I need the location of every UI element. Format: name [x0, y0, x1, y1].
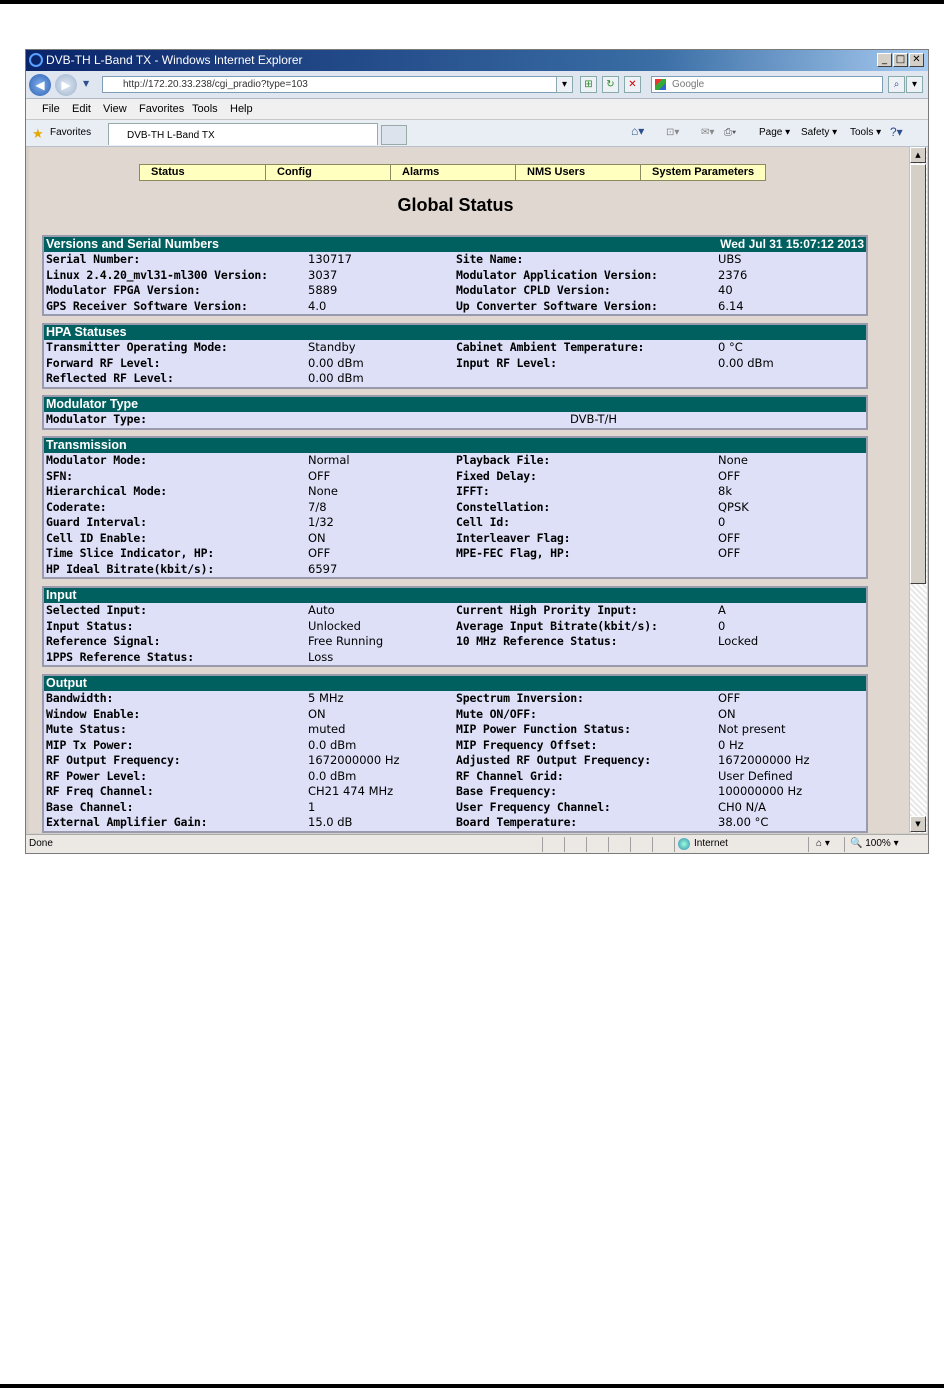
field-value: 0.00 dBm	[308, 355, 364, 370]
section-header	[44, 397, 866, 412]
field-value: 0.0 dBm	[308, 737, 357, 752]
url-dropdown-icon[interactable]: ▾	[556, 76, 573, 93]
table-row	[44, 484, 866, 500]
minimize-icon[interactable]: _	[877, 53, 892, 67]
nav-config[interactable]: Config	[265, 165, 390, 180]
field-value: 8k	[718, 484, 732, 498]
section-title: Modulator Type	[46, 397, 139, 411]
field-value: OFF	[718, 530, 741, 545]
field-label: Cabinet Ambient Temperature:	[456, 340, 645, 354]
field-label: Selected Input:	[46, 603, 147, 617]
field-value: OFF	[308, 546, 331, 560]
close-icon[interactable]: ✕	[909, 53, 924, 67]
field-value: Not present	[718, 722, 786, 736]
new-tab-button[interactable]	[381, 125, 407, 145]
status-divider	[630, 837, 631, 852]
section-title: Transmission	[46, 438, 127, 452]
field-value: UBS	[718, 252, 742, 266]
table-row	[44, 469, 866, 485]
field-label: Site Name:	[456, 252, 524, 266]
tools-menu[interactable]: Tools ▾	[850, 127, 882, 138]
search-placeholder: Google	[672, 79, 705, 90]
section-title: HPA Statuses	[46, 325, 127, 339]
field-label: MIP Tx Power:	[46, 737, 134, 752]
nav-nms-users[interactable]: NMS Users	[515, 165, 640, 180]
field-label: Board Temperature:	[456, 815, 578, 829]
field-value: CH21 474 MHz	[308, 784, 394, 798]
top-nav	[139, 164, 766, 181]
section-versions	[42, 235, 868, 316]
field-value: OFF	[718, 691, 741, 705]
window-title: DVB-TH L-Band TX - Windows Internet Explorer	[46, 53, 303, 67]
field-value: 1672000000 Hz	[308, 753, 400, 767]
field-label: Base Frequency:	[456, 784, 557, 798]
table-row	[44, 800, 866, 816]
status-timestamp: Wed Jul 31 15:07:12 2013	[720, 237, 864, 251]
table-row	[44, 371, 866, 387]
table-row	[44, 515, 866, 531]
history-dropdown-icon[interactable]: ▼	[83, 79, 90, 88]
field-value: None	[308, 484, 339, 498]
feeds-icon[interactable]: ⊡▾	[666, 127, 680, 138]
field-label: RF Output Frequency:	[46, 753, 181, 767]
table-row	[44, 283, 866, 299]
back-icon[interactable]: ◀	[29, 74, 51, 96]
field-label: External Amplifier Gain:	[46, 815, 208, 829]
field-value: Normal	[308, 453, 350, 467]
field-label: Cell Id:	[456, 515, 510, 529]
field-label: Modulator CPLD Version:	[456, 283, 611, 297]
field-label: Input RF Level:	[456, 355, 557, 370]
browser-window	[25, 49, 929, 854]
table-row	[44, 268, 866, 284]
field-value: A	[718, 603, 726, 617]
status-divider	[608, 837, 609, 852]
field-label: Modulator FPGA Version:	[46, 283, 201, 297]
section-hpa-statuses	[42, 323, 868, 389]
table-row	[44, 299, 866, 315]
field-value: 0	[718, 618, 726, 633]
field-value: ON	[308, 530, 326, 545]
field-label: Fixed Delay:	[456, 468, 537, 483]
field-value: 1672000000 Hz	[718, 753, 810, 767]
safety-menu[interactable]: Safety ▾	[801, 127, 838, 138]
section-output	[42, 674, 868, 833]
menu-help[interactable]: Help	[230, 103, 253, 115]
field-value: 5889	[308, 283, 338, 297]
field-value: CH0 N/A	[718, 799, 766, 814]
table-row	[44, 562, 866, 578]
field-label: RF Channel Grid:	[456, 768, 564, 783]
maximize-icon[interactable]: □	[893, 53, 908, 67]
internet-zone-icon	[678, 838, 690, 850]
section-header	[44, 237, 866, 252]
stop-icon[interactable]: ✕	[624, 76, 641, 93]
security-zone-label[interactable]: Internet	[694, 838, 728, 849]
table-row	[44, 340, 866, 356]
status-text: Done	[29, 838, 53, 849]
table-row	[44, 650, 866, 666]
menu-favorites[interactable]: Favorites	[139, 103, 185, 115]
field-label: Reflected RF Level:	[46, 371, 174, 385]
nav-system-parameters[interactable]: System Parameters	[640, 165, 765, 180]
field-label: Linux 2.4.20_mvl31-ml300 Version:	[46, 267, 268, 282]
help-icon[interactable]: ?▾	[890, 125, 903, 139]
table-row	[44, 412, 866, 428]
table-row	[44, 753, 866, 769]
section-input	[42, 586, 868, 667]
menu-view[interactable]: View	[103, 103, 127, 115]
field-value: 0.00 dBm	[308, 371, 364, 385]
title-bar	[26, 50, 928, 71]
table-row	[44, 738, 866, 754]
field-value: OFF	[718, 468, 741, 483]
field-label: Transmitter Operating Mode:	[46, 340, 228, 354]
field-value: 5 MHz	[308, 691, 344, 705]
table-row	[44, 356, 866, 372]
field-value: OFF	[718, 546, 741, 560]
field-value: 15.0 dB	[308, 815, 353, 829]
field-value: 1	[308, 799, 316, 814]
field-label: MPE-FEC Flag, HP:	[456, 546, 571, 560]
field-value: Free Running	[308, 634, 384, 648]
table-row	[44, 691, 866, 707]
field-label: Cell ID Enable:	[46, 530, 147, 545]
field-label: Mute ON/OFF:	[456, 706, 537, 721]
section-header	[44, 325, 866, 340]
field-value: OFF	[308, 468, 331, 483]
page-menu-label: Page	[759, 127, 783, 138]
field-label: Modulator Mode:	[46, 453, 147, 467]
status-divider	[674, 837, 675, 852]
field-label: 10 MHz Reference Status:	[456, 634, 618, 648]
field-label: GPS Receiver Software Version:	[46, 298, 248, 313]
section-title: Output	[46, 676, 87, 690]
section-transmission	[42, 436, 868, 579]
field-label: Forward RF Level:	[46, 355, 161, 370]
section-header	[44, 438, 866, 453]
field-value: ON	[308, 706, 326, 721]
field-label: SFN:	[46, 468, 73, 483]
field-label: Mute Status:	[46, 722, 127, 736]
field-value: 0 Hz	[718, 737, 744, 752]
status-bar	[26, 834, 928, 854]
compatibility-icon[interactable]: ⊞	[580, 76, 597, 93]
field-value: 0.00 dBm	[718, 355, 774, 370]
field-value: 6597	[308, 561, 338, 576]
field-label: 1PPS Reference Status:	[46, 649, 194, 664]
field-value: 100000000 Hz	[718, 784, 803, 798]
forward-icon[interactable]: ▶	[55, 74, 77, 96]
url-input[interactable]: http://172.20.33.238/cgi_pradio?type=103	[102, 76, 572, 93]
field-label: Constellation:	[456, 499, 551, 514]
status-divider	[844, 837, 845, 852]
field-label: Input Status:	[46, 618, 134, 633]
field-value: 130717	[308, 252, 352, 266]
tools-menu-label: Tools	[850, 127, 874, 138]
table-row	[44, 722, 866, 738]
section-title: Versions and Serial Numbers	[46, 237, 219, 251]
vertical-scrollbar[interactable]	[909, 147, 927, 833]
section-header	[44, 676, 866, 691]
field-label: Interleaver Flag:	[456, 530, 571, 545]
field-label: Window Enable:	[46, 706, 141, 721]
favorites-bar	[26, 120, 928, 147]
field-value: 0 °C	[718, 340, 743, 354]
status-divider	[808, 837, 809, 852]
field-label: Adjusted RF Output Frequency:	[456, 753, 651, 767]
section-header	[44, 588, 866, 603]
field-value: 38.00 °C	[718, 815, 769, 829]
page-menu[interactable]: Page ▾	[759, 127, 791, 138]
table-row	[44, 252, 866, 268]
field-value: 0	[718, 515, 726, 529]
field-label: Time Slice Indicator, HP:	[46, 546, 215, 560]
safety-menu-label: Safety	[801, 127, 830, 138]
nav-status[interactable]: Status	[151, 166, 185, 178]
table-row	[44, 619, 866, 635]
field-label: Average Input Bitrate(kbit/s):	[456, 618, 658, 633]
field-label: Modulator Type:	[46, 412, 147, 426]
favorites-button[interactable]: Favorites	[50, 127, 92, 138]
section-modulator-type	[42, 395, 868, 430]
favorites-star-icon[interactable]: ★	[32, 126, 44, 141]
field-label: MIP Frequency Offset:	[456, 737, 598, 752]
search-options-icon[interactable]: ▾	[906, 76, 923, 93]
table-row	[44, 603, 866, 619]
field-label: IFFT:	[456, 484, 490, 498]
field-label: Playback File:	[456, 453, 551, 467]
menu-bar	[26, 99, 928, 120]
field-value: Standby	[308, 340, 356, 354]
field-value: User Defined	[718, 768, 793, 783]
field-value: 40	[718, 283, 733, 297]
field-value: muted	[308, 722, 346, 736]
field-value: ON	[718, 706, 736, 721]
refresh-icon[interactable]: ↻	[602, 76, 619, 93]
field-label: RF Freq Channel:	[46, 784, 154, 798]
table-row	[44, 784, 866, 800]
field-value: QPSK	[718, 499, 749, 514]
field-value: DVB-T/H	[570, 412, 618, 426]
ie-logo-icon	[29, 53, 43, 67]
page-title: Global Status	[397, 195, 514, 215]
google-logo-icon	[655, 79, 666, 90]
zoom-control[interactable]: 🔍 100% ▾	[850, 838, 899, 849]
field-value: Unlocked	[308, 618, 361, 633]
field-value: 7/8	[308, 499, 327, 514]
field-value: 2376	[718, 267, 748, 282]
field-label: Hierarchical Mode:	[46, 484, 168, 498]
field-label: Up Converter Software Version:	[456, 298, 658, 313]
tab-current[interactable]: DVB-TH L-Band TX	[108, 123, 378, 145]
field-value: Locked	[718, 634, 759, 648]
scroll-up-icon[interactable]: ▲	[910, 147, 926, 163]
status-divider	[586, 837, 587, 852]
field-value: Auto	[308, 603, 335, 617]
scrollbar-thumb[interactable]	[910, 164, 926, 584]
field-label: Base Channel:	[46, 799, 134, 814]
page-bottom-rule	[0, 1384, 944, 1388]
status-divider	[542, 837, 543, 852]
print-icon[interactable]: ⎙▾	[724, 127, 737, 138]
field-label: Modulator Application Version:	[456, 267, 658, 282]
table-row	[44, 707, 866, 723]
field-label: Current High Prority Input:	[456, 603, 638, 617]
field-value: 4.0	[308, 298, 327, 313]
scroll-down-icon[interactable]: ▼	[910, 816, 926, 832]
table-row	[44, 769, 866, 785]
field-label: HP Ideal Bitrate(kbit/s):	[46, 561, 215, 576]
table-row	[44, 531, 866, 547]
field-label: Serial Number:	[46, 252, 141, 266]
nav-alarms[interactable]: Alarms	[390, 165, 515, 180]
field-value: 0.0 dBm	[308, 768, 357, 783]
field-value: 6.14	[718, 298, 744, 313]
menu-tools[interactable]: Tools	[192, 103, 218, 115]
table-row	[44, 815, 866, 831]
field-label: Guard Interval:	[46, 515, 147, 529]
table-row	[44, 453, 866, 469]
field-label: Spectrum Inversion:	[456, 691, 584, 705]
table-row	[44, 546, 866, 562]
field-label: Reference Signal:	[46, 634, 161, 648]
page-viewport	[29, 147, 909, 833]
field-value: Loss	[308, 649, 334, 664]
address-bar	[26, 71, 928, 99]
field-value: 1/32	[308, 515, 334, 529]
field-label: Coderate:	[46, 499, 107, 514]
field-label: Bandwidth:	[46, 691, 114, 705]
menu-file[interactable]: File	[42, 103, 60, 115]
page-top-rule	[0, 0, 944, 4]
search-input[interactable]	[651, 76, 883, 93]
section-title: Input	[46, 588, 77, 602]
field-label: MIP Power Function Status:	[456, 722, 631, 736]
zoom-level: 100%	[865, 838, 891, 849]
table-row	[44, 500, 866, 516]
protected-mode-icon[interactable]: ⌂ ▾	[816, 838, 830, 849]
search-icon[interactable]: ⌕	[888, 76, 905, 93]
home-icon[interactable]: ⌂▾	[631, 124, 645, 138]
mail-icon[interactable]: ✉▾	[701, 127, 715, 138]
status-divider	[564, 837, 565, 852]
field-value: None	[718, 453, 749, 467]
field-label: User Frequency Channel:	[456, 799, 611, 814]
field-value: 3037	[308, 267, 338, 282]
table-row	[44, 634, 866, 650]
menu-edit[interactable]: Edit	[72, 103, 91, 115]
field-label: RF Power Level:	[46, 768, 147, 783]
status-divider	[652, 837, 653, 852]
